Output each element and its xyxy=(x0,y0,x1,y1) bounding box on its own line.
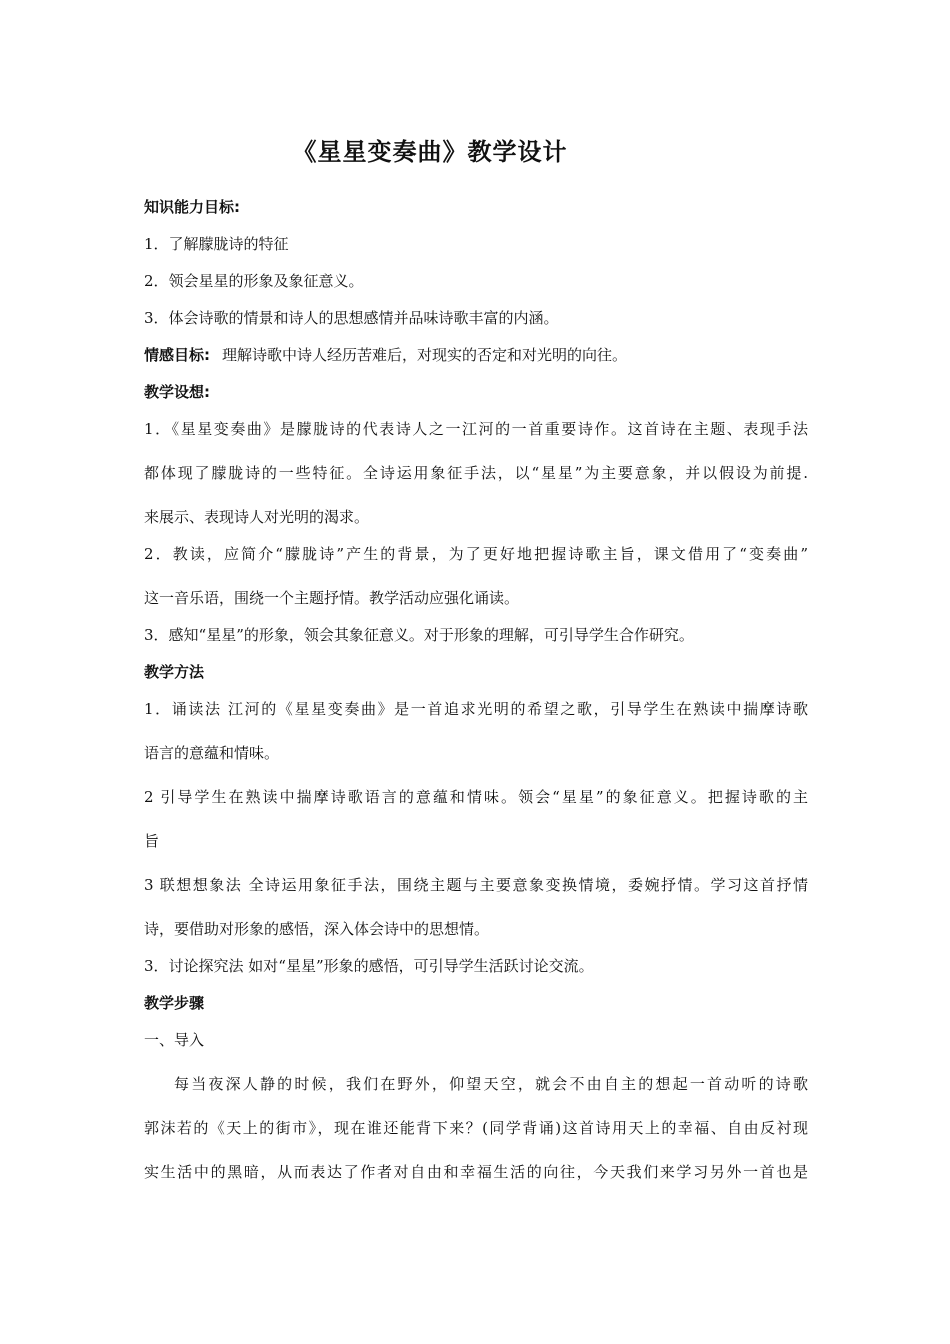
steps-line: 每当夜深人静的时候，我们在野外，仰望天空，就会不由自主的想起一首动听的诗歌 xyxy=(174,1075,808,1093)
methods-line: 3．讨论探究法 如对“星星”形象的感悟，可引导学生活跃讨论交流。 xyxy=(144,957,594,975)
knowledge-item: 1．了解朦胧诗的特征 xyxy=(144,235,289,253)
steps-subheading: 一、导入 xyxy=(144,1031,205,1049)
methods-line: 语言的意蕴和情味。 xyxy=(144,744,280,762)
concept-line: 来展示、表现诗人对光明的渴求。 xyxy=(144,508,370,526)
methods-line: 1．诵读法 江河的《星星变奏曲》是一首追求光明的希望之歌，引导学生在熟读中揣摩诗歌 xyxy=(144,700,808,718)
concept-line: 这一音乐语，围绕一个主题抒情。教学活动应强化诵读。 xyxy=(144,589,520,607)
emotion-goal xyxy=(144,344,808,366)
steps-heading: 教学步骤 xyxy=(144,994,205,1012)
concept-line: 1．《星星变奏曲》是朦胧诗的代表诗人之一江河的一首重要诗作。这首诗在主题、表现手法 xyxy=(144,420,808,438)
page-title: 《星星变奏曲》教学设计 xyxy=(292,138,568,166)
steps-line: 实生活中的黑暗，从而表达了作者对自由和幸福生活的向往，今天我们来学习另外一首也是 xyxy=(144,1163,808,1181)
methods-line: 3 联想想象法 全诗运用象征手法，围绕主题与主要意象变换情境，委婉抒情。学习这首抒情 xyxy=(144,876,808,894)
methods-line: 2 引导学生在熟读中揣摩诗歌语言的意蕴和情味。领会“星星”的象征意义。把握诗歌的主 xyxy=(144,788,808,806)
concept-line: 3．感知“星星”的形象，领会其象征意义。对于形象的理解，可引导学生合作研究。 xyxy=(144,626,694,644)
concept-heading: 教学设想: xyxy=(144,383,210,401)
methods-heading: 教学方法 xyxy=(144,663,205,681)
steps-line: 郭沫若的《天上的街市》，现在谁还能背下来？(同学背诵)这首诗用天上的幸福、自由反衬现 xyxy=(144,1119,808,1137)
concept-line: 都体现了朦胧诗的一些特征。全诗运用象征手法，以“星星”为主要意象，并以假设为前提. xyxy=(144,464,808,482)
knowledge-item: 2．领会星星的形象及象征意义。 xyxy=(144,272,364,290)
emotion-label: 情感目标: xyxy=(144,346,210,364)
knowledge-item: 3．体会诗歌的情景和诗人的思想感情并品味诗歌丰富的内涵。 xyxy=(144,309,559,327)
emotion-text: 理解诗歌中诗人经历苦难后，对现实的否定和对光明的向往。 xyxy=(222,346,628,364)
methods-line: 旨 xyxy=(144,832,160,850)
concept-line: 2．教读，应简介“朦胧诗”产生的背景，为了更好地把握诗歌主旨，课文借用了“变奏曲” xyxy=(144,545,808,563)
document-body xyxy=(144,196,808,1183)
knowledge-heading: 知识能力目标: xyxy=(144,198,240,216)
methods-line: 诗，要借助对形象的感悟，深入体会诗中的思想情。 xyxy=(144,920,490,938)
